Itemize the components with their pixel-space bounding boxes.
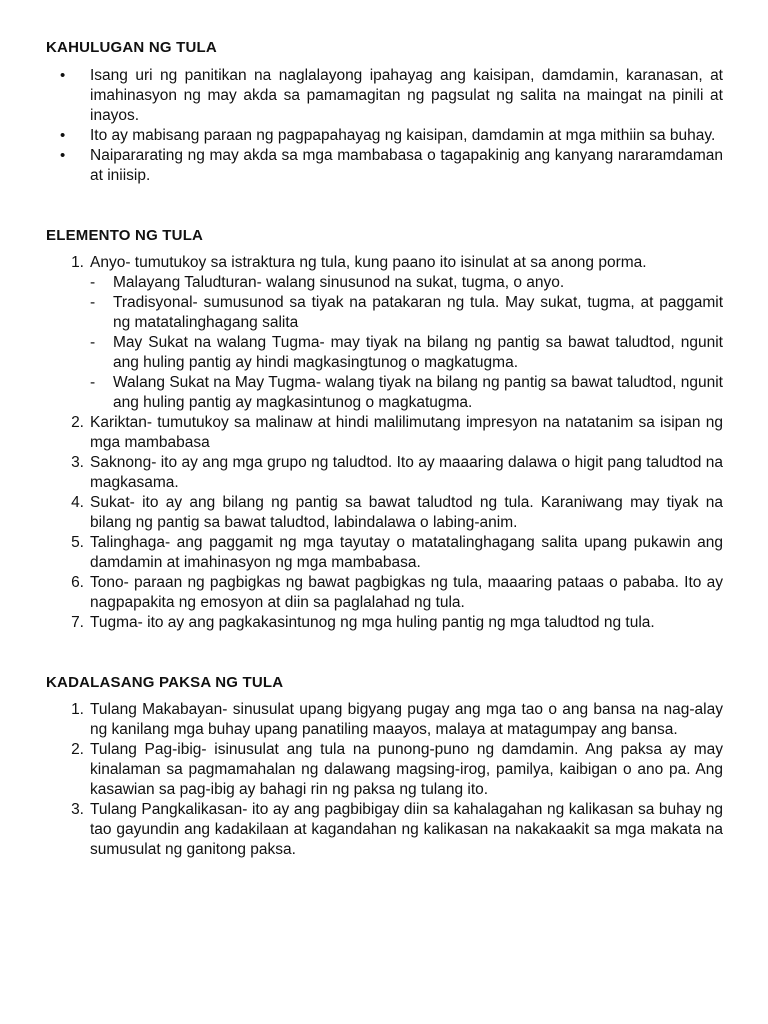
dash-marker: - (90, 294, 96, 311)
number-marker: 7. (71, 614, 84, 631)
list-item (46, 66, 723, 126)
list-item-text: Saknong- ito ay ang mga grupo ng taludtod. Ito ay maaaring dalawa o higit pang taludtod na magkasama. (90, 454, 723, 491)
number-marker: 1. (71, 254, 84, 271)
list-item (46, 253, 723, 413)
kahulugan-list (46, 66, 723, 186)
list-item-text: Naipararating ng may akda sa mga mambabasa o tagapakinig ang kanyang nararamdaman at iniisip. (90, 147, 723, 184)
dash-marker: - (90, 374, 96, 391)
list-item (46, 740, 723, 800)
heading-kahulugan: KAHULUGAN NG TULA (46, 39, 217, 56)
list-item-text: Isang uri ng panitikan na naglalayong ipahayag ang kaisipan, damdamin, karanasan, at imahinasyon ng may akda sa pamamagitan ng pagsulat ng salita na maingat na pinili at inayos. (90, 67, 723, 124)
list-item-text: Tulang Makabayan- sinusulat upang bigyang pugay ang mga tao o ang bansa na nag-alay ng kanilang mga buhay upang panatiling maayos, malaya at matagumpay ang bansa. (90, 701, 723, 738)
elemento-list (46, 253, 723, 633)
sublist-item (90, 293, 723, 333)
number-marker: 6. (71, 574, 84, 591)
list-item (46, 573, 723, 613)
list-item (46, 453, 723, 493)
sublist-item-text: May Sukat na walang Tugma- may tiyak na bilang ng pantig sa bawat taludtod, ngunit ang huling pantig ay hindi magkasingtunog o magkatugma. (113, 334, 723, 371)
list-item-text: Kariktan- tumutukoy sa malinaw at hindi malilimutang impresyon na natatanim sa isipan ng mga mambabasa (90, 414, 723, 451)
list-item-text: Anyo- tumutukoy sa istraktura ng tula, kung paano ito isinulat at sa anong porma. (90, 254, 647, 271)
list-item (46, 126, 723, 146)
dash-marker: - (90, 274, 96, 291)
document-page (46, 38, 723, 860)
bullet-marker: • (60, 127, 66, 144)
sublist-item-text: Walang Sukat na May Tugma- walang tiyak na bilang ng pantig sa bawat taludtod, ngunit ang huling pantig ay magkasintunog o magkatugma. (113, 374, 723, 411)
number-marker: 4. (71, 494, 84, 511)
sublist-item (90, 333, 723, 373)
sublist-item (90, 373, 723, 413)
heading-kadalasang-paksa: KADALASANG PAKSA NG TULA (46, 674, 284, 691)
number-marker: 3. (71, 454, 84, 471)
list-item (46, 413, 723, 453)
list-item-text: Sukat- ito ay ang bilang ng pantig sa bawat taludtod ng tula. Karaniwang may tiyak na bilang ng pantig sa bawat taludtod, labindalawa o labing-anim. (90, 494, 723, 531)
list-item-text: Tulang Pag-ibig- isinusulat ang tula na punong-puno ng damdamin. Ang paksa ay may kinalaman sa pagmamahalan ng dalawang magsing-irog, pamilya, kaibigan o ano pa. Ang kasawian sa pag-ibig ay bahagi rin ng paksa ng tulang ito. (90, 741, 723, 798)
sublist-item-text: Tradisyonal- sumusunod sa tiyak na patakaran ng tula. May sukat, tugma, at paggamit ng matatalinghagang salita (113, 294, 723, 331)
list-item (46, 800, 723, 860)
list-item (46, 613, 723, 633)
sublist-item (90, 273, 723, 293)
list-item-text: Tono- paraan ng pagbigkas ng bawat pagbigkas ng tula, maaaring pataas o pababa. Ito ay nagpapakita ng emosyon at diin sa paglalahad ng tula. (90, 574, 723, 611)
bullet-marker: • (60, 147, 66, 164)
anyo-sublist (90, 273, 723, 413)
list-item (46, 146, 723, 186)
heading-elemento: ELEMENTO NG TULA (46, 227, 204, 244)
list-item (46, 700, 723, 740)
list-item-text: Tugma- ito ay ang pagkakasintunog ng mga huling pantig ng mga taludtod ng tula. (90, 614, 655, 631)
number-marker: 2. (71, 741, 84, 758)
bullet-marker: • (60, 67, 66, 84)
dash-marker: - (90, 334, 96, 351)
number-marker: 5. (71, 534, 84, 551)
list-item (46, 533, 723, 573)
list-item-text: Tulang Pangkalikasan- ito ay ang pagbibigay diin sa kahalagahan ng kalikasan sa buhay ng tao gayundin ang kadakilaan at kagandahan ng kalikasan na nakakaakit sa mga makata na sumusulat ng ganitong paksa. (90, 801, 723, 858)
sublist-item-text: Malayang Taludturan- walang sinusunod na sukat, tugma, o anyo. (113, 274, 565, 291)
paksa-list (46, 700, 723, 860)
number-marker: 3. (71, 801, 84, 818)
list-item-text: Talinghaga- ang paggamit ng mga tayutay o matatalinghagang salita upang pukawin ang damdamin at imahinasyon ng mga mambabasa. (90, 534, 723, 571)
number-marker: 2. (71, 414, 84, 431)
number-marker: 1. (71, 701, 84, 718)
list-item-text: Ito ay mabisang paraan ng pagpapahayag ng kaisipan, damdamin at mga mithiin sa buhay. (90, 127, 716, 144)
list-item (46, 493, 723, 533)
